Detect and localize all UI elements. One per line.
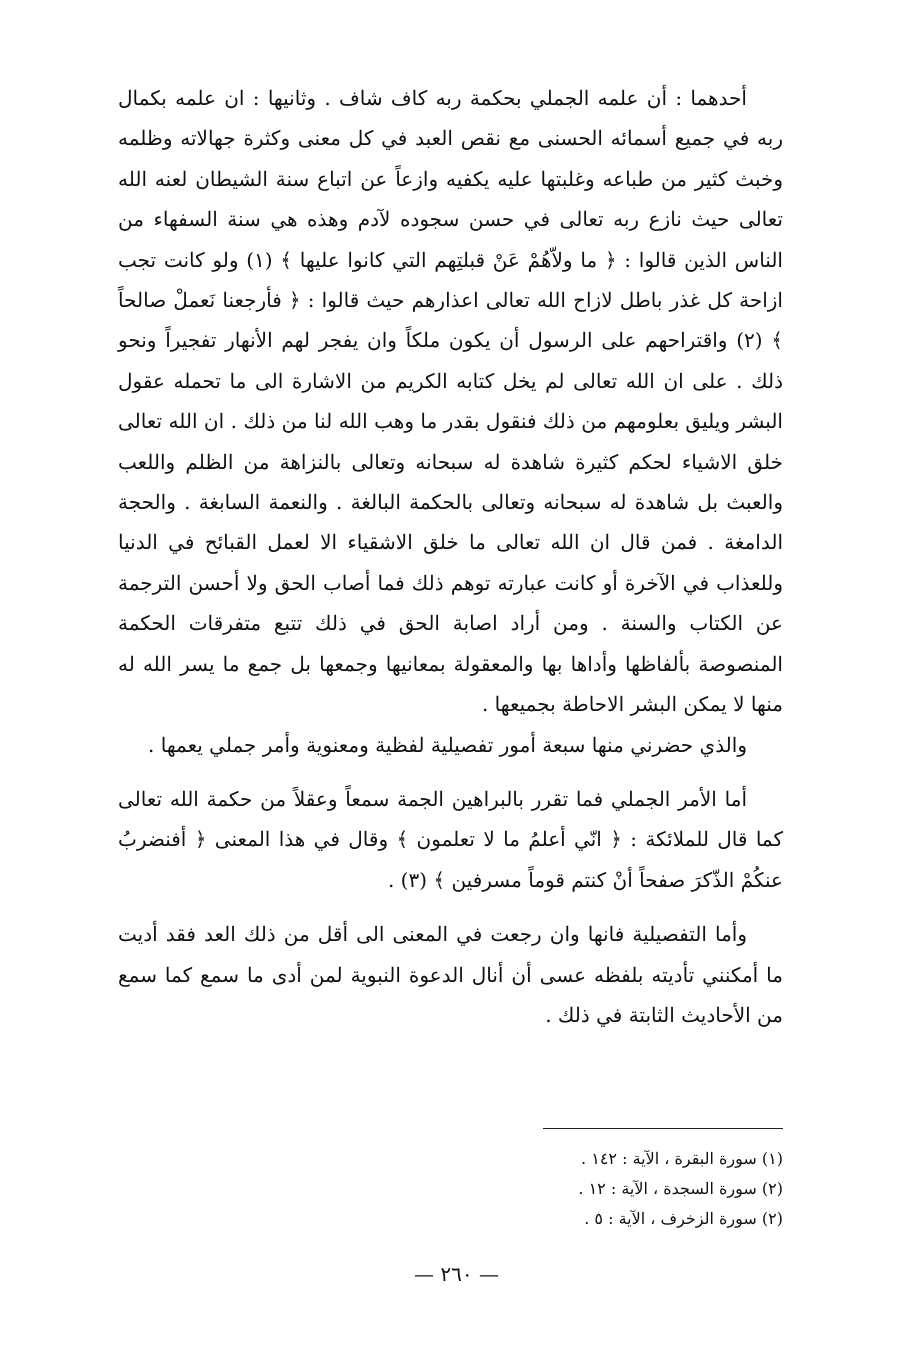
page-number: — ٢٦٠ — xyxy=(414,1262,499,1286)
footnote-3: (٢) سورة الزخرف ، الآية : ٥ . xyxy=(584,1209,783,1228)
footnote-divider xyxy=(543,1128,783,1129)
main-text xyxy=(118,78,783,1035)
footnote-1: (١) سورة البقرة ، الآية : ١٤٢ . xyxy=(581,1149,783,1168)
paragraph-1: أحدهما : أن علمه الجملي بحكمة ربه كاف شاف . وثانيها : ان علمه بكمال ربه في جميع أسمائه الحسنى مع نقص العبد في كل معنى وكثرة جهالاته وظلمه وخبث كثير من طباعه وغلبتها عليه يكفيه وازعاً عن اتباع سنة الشيطان لعنه الله تعالى حيث نازع ربه تعالى في حسن سجوده لآدم وهذه هي سنة السفهاء من الناس الذين قالوا : ﴿ ما ولاّهُمْ عَنْ قبلتِهم التي كانوا عليها ﴾ (١) ولو كانت تجب ازاحة كل غذر باطل لازاح الله تعالى اعذارهم حيث قالوا : ﴿ فأرجعنا نَعملْ صالحاً ﴾ (٢) واقتراحهم على الرسول أن يكون ملكاً وان يفجر لهم الأنهار تفجيراً ونحو ذلك . على ان الله تعالى لم يخل كتابه الكريم من الاشارة الى ما تحمله عقول البشر ويليق بعلومهم من ذلك فنقول بقدر ما وهب الله لنا من ذلك . ان الله تعالى خلق الاشياء لحكم كثيرة شاهدة له سبحانه وتعالى بالنزاهة من الظلم واللعب والعبث بل شاهدة له سبحانه وتعالى بالحكمة البالغة . والنعمة السابغة . والحجة الدامغة . فمن قال ان الله تعالى ما خلق الاشقياء الا لعمل القبائح في الدنيا وللعذاب في الآخرة أو كانت عبارته توهم ذلك فما أصاب الحق ولا أحسن الترجمة عن الكتاب والسنة . ومن أراد اصابة الحق في ذلك تتبع متفرقات الحكمة المنصوصة بألفاظها وأداها بها والمعقولة بمعانيها وجمعها بل جمع ما يسر الله له منها لا يمكن البشر الاحاطة بجميعها . xyxy=(118,86,783,717)
footnote-2: (٢) سورة السجدة ، الآية : ١٢ . xyxy=(578,1179,783,1198)
paragraph-4: وأما التفصيلية فانها وان رجعت في المعنى الى أقل من ذلك العد فقد أديت ما أمكنني تأديته بلفظه عسى أن أنال الدعوة النبوية لمن أدى ما سمع كما سمع من الأحاديث الثابتة في ذلك . xyxy=(118,922,783,1027)
footnotes xyxy=(118,1144,783,1234)
paragraph-3: أما الأمر الجملي فما تقرر بالبراهين الجمة سمعاً وعقلاً من حكمة الله تعالى كما قال للملائكة : ﴿ انّي أعلمُ ما لا تعلمون ﴾ وقال في هذا المعنى ﴿ أفنضربُ عنكُمْ الذّكرَ صفحاً أنْ كنتم قوماً مسرفين ﴾ (٣) . xyxy=(118,786,783,892)
paragraph-2: والذي حضرني منها سبعة أمور تفصيلية لفظية ومعنوية وأمر جملي يعمها . xyxy=(148,732,747,757)
